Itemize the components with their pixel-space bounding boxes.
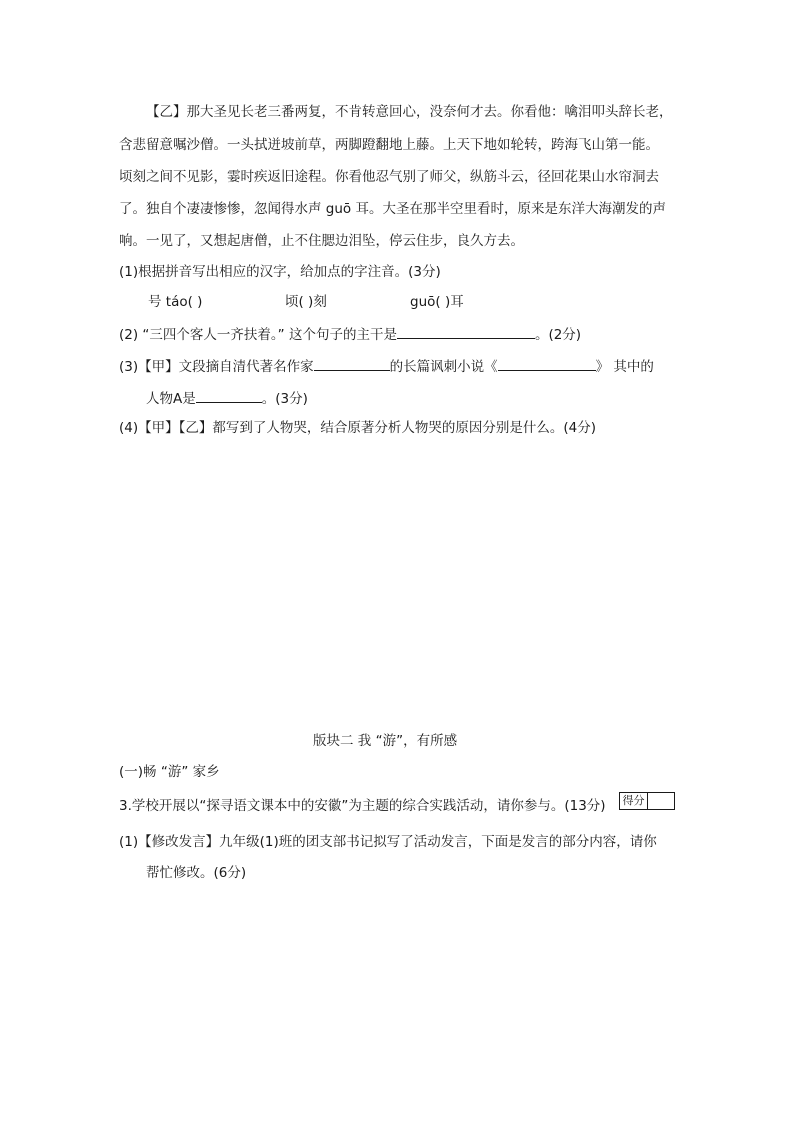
question-3-cont xyxy=(146,387,308,409)
answer-blank-character[interactable] xyxy=(196,387,262,403)
passage-line-5: 响。一见了，又想起唐僧，止不住腮边泪坠，停云住步，良久方去。 xyxy=(119,233,524,249)
passage-line-2: 含悲留意嘱沙僧。一头拭迸坡前草，两脚蹬翻地上藤。上天下地如轮转，跨海飞山第一能。 xyxy=(119,137,659,153)
pinyin-item-guo: guō( )耳 xyxy=(410,294,464,310)
section-subtitle: (一)畅 “游” 家乡 xyxy=(119,764,220,780)
question-2 xyxy=(119,323,581,345)
question-4: (4)【甲】【乙】都写到了人物哭，结合原著分析人物哭的原因分别是什么。(4分) xyxy=(119,420,596,436)
answer-blank-novel[interactable] xyxy=(498,355,596,371)
score-box[interactable] xyxy=(619,792,675,810)
task-3: 3.学校开展以“探寻语文课本中的安徽”为主题的综合实践活动，请你参与。(13分) xyxy=(119,798,606,814)
passage-line-4: 了。独自个凄凄惨惨，忽闻得水声 guō 耳。大圣在那半空里看时，原来是东洋大海潮发的声 xyxy=(119,201,666,217)
answer-blank-sentence-trunk[interactable] xyxy=(397,323,535,339)
score-label: 得分 xyxy=(620,793,648,809)
question-2-text: (2) “三四个客人一齐扶着。” 这个句子的主干是 xyxy=(119,327,397,343)
question-2-score: 。(2分) xyxy=(534,327,582,343)
pinyin-item-tao: 号 táo( ) xyxy=(148,294,203,310)
section-title: 版块二 我 “游”，有所感 xyxy=(313,733,458,749)
task-3-question-1: (1)【修改发言】九年级(1)班的团支部书记拟写了活动发言，下面是发言的部分内容，请你 xyxy=(119,834,657,850)
question-3-text-c: 》 其中的 xyxy=(595,359,654,375)
score-field[interactable] xyxy=(648,793,674,809)
question-1: (1)根据拼音写出相应的汉字，给加点的字注音。(3分) xyxy=(119,264,441,280)
question-3-text-a: (3)【甲】文段摘自清代著名作家 xyxy=(119,359,314,375)
question-3 xyxy=(119,355,654,377)
question-3-text-d: 人物A是 xyxy=(146,391,196,407)
task-3-question-1-cont: 帮忙修改。(6分) xyxy=(146,865,247,881)
question-3-text-b: 的长篇讽刺小说《 xyxy=(389,359,498,375)
question-3-score: 。(3分) xyxy=(261,391,308,407)
pinyin-item-qing: 顷( )刻 xyxy=(285,294,327,310)
passage-line-3: 顷刻之间不见影，霎时疾返旧途程。你看他忍气别了师父，纵筋斗云，径回花果山水帘洞去 xyxy=(119,169,659,185)
answer-blank-author[interactable] xyxy=(314,355,390,371)
passage-line-1: 【乙】那大圣见长老三番两复，不肯转意回心，没奈何才去。你看他：噙泪叩头辞长老， xyxy=(146,104,673,120)
